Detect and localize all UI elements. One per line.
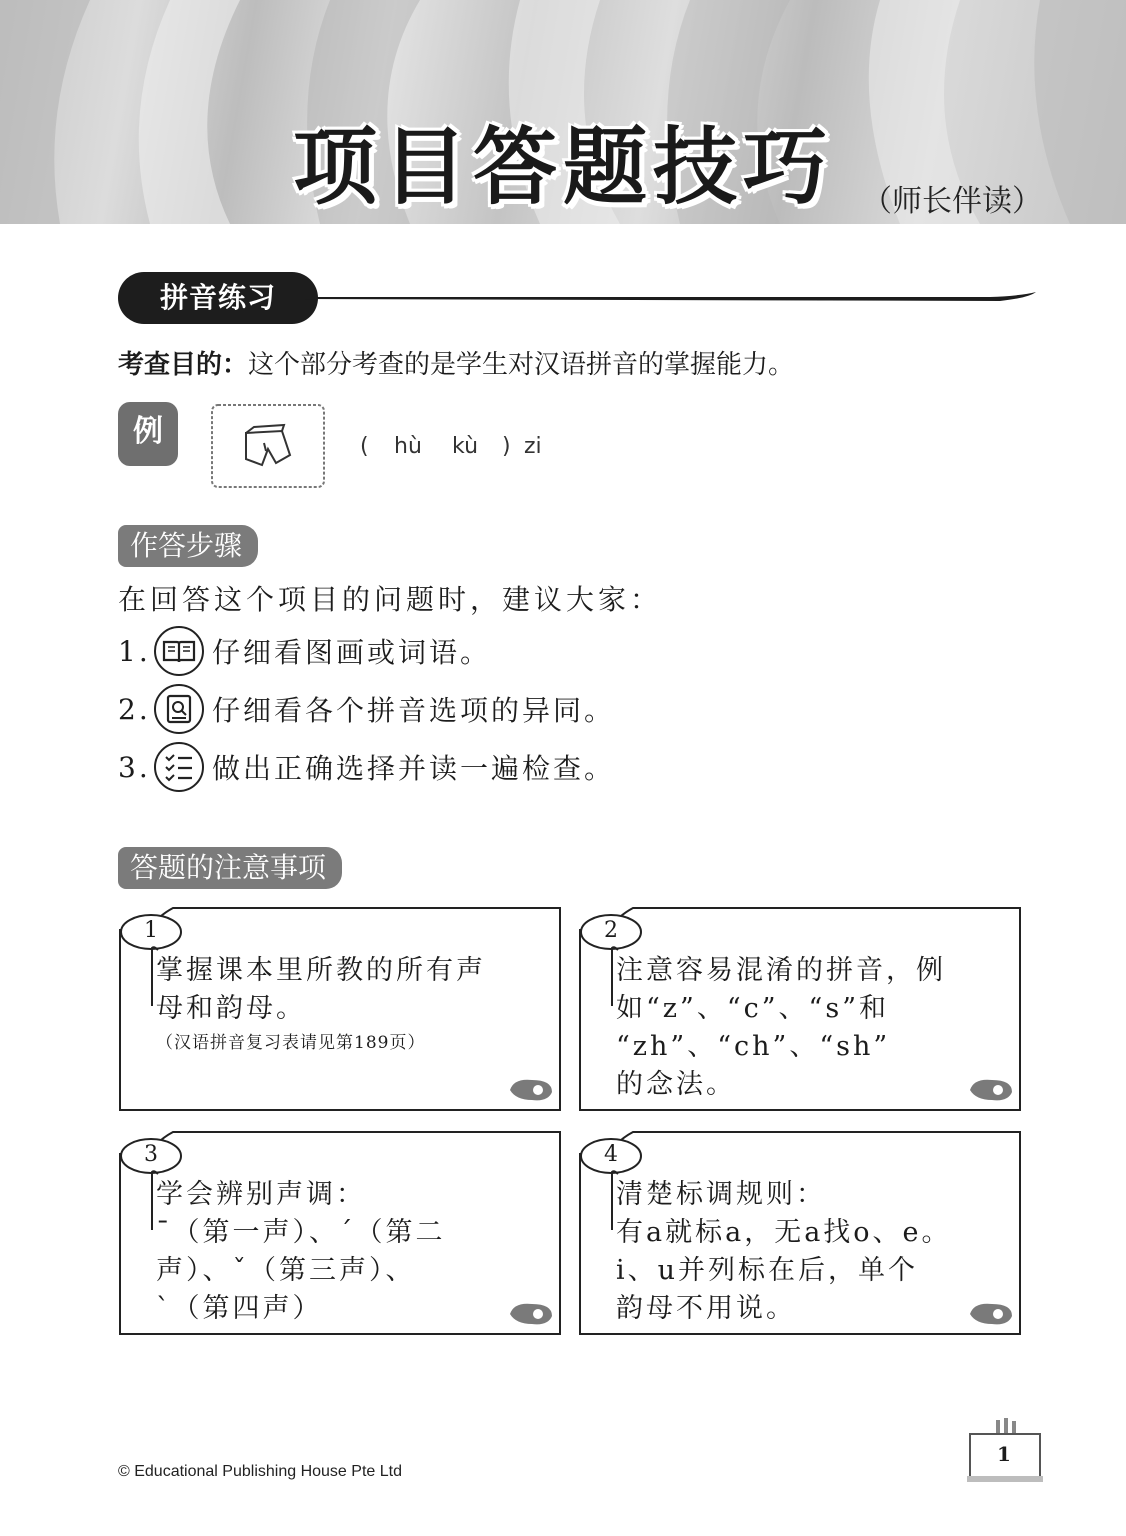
book-icon: [154, 626, 204, 676]
example-picture-frame: [210, 403, 326, 489]
paren-close: ): [502, 434, 511, 459]
card-line: 的念法。: [616, 1069, 736, 1100]
checklist-icon: [154, 742, 204, 792]
magnifier-book-icon: [154, 684, 204, 734]
card-line: 清楚标调规则：: [616, 1179, 826, 1210]
card-number: 3: [144, 1142, 158, 1167]
paren-open: (: [360, 434, 369, 459]
card-text: [616, 952, 1006, 1104]
card-line: ˋ（第四声）: [156, 1293, 323, 1324]
card-text: [156, 952, 546, 1058]
card-line: “zh”、“ch”、“sh”: [616, 1031, 891, 1062]
card-text: [616, 1176, 1006, 1328]
step-text: 做出正确选择并读一遍检查。: [212, 752, 616, 785]
step-text: 仔细看图画或词语。: [212, 636, 492, 669]
card-number: 1: [144, 918, 158, 943]
purpose-text: 这个部分考查的是学生对汉语拼音的掌握能力。: [248, 350, 795, 380]
note-card-4: [578, 1130, 1022, 1336]
step-number: 2.: [118, 692, 151, 726]
step-item: [118, 742, 615, 792]
card-note: （汉语拼音复习表请见第189页）: [156, 1033, 426, 1053]
blob-icon: [968, 1298, 1014, 1328]
syllable-1: hù: [394, 434, 422, 459]
purpose-line: [118, 344, 794, 381]
blob-icon: [508, 1298, 554, 1328]
syllable-2: kù: [452, 434, 479, 459]
page-subtitle: （师长伴读）: [862, 184, 1042, 219]
steps-tag: 作答步骤: [118, 525, 258, 567]
copyright-text: © Educational Publishing House Pte Ltd: [118, 1463, 402, 1480]
note-card-1: [118, 906, 562, 1112]
card-line: 声）、ˇ（第三声）、: [156, 1255, 416, 1286]
page-title: 项目答题技巧: [292, 118, 833, 216]
heading-rule: [300, 292, 1040, 308]
blob-icon: [508, 1074, 554, 1104]
section-heading: 拼音练习: [118, 272, 318, 324]
step-item: [118, 684, 615, 734]
pinyin-suffix: zi: [524, 434, 542, 459]
notes-tag: 答题的注意事项: [118, 847, 342, 889]
card-line: 韵母不用说。: [616, 1293, 796, 1324]
card-line: i、u并列标在后，单个: [616, 1255, 919, 1286]
card-number: 2: [604, 918, 618, 943]
card-line: 注意容易混淆的拼音，例: [616, 955, 946, 986]
steps-intro: 在回答这个项目的问题时，建议大家：: [118, 583, 663, 616]
purpose-label: 考查目的：: [118, 350, 249, 380]
card-line: 学会辨别声调：: [156, 1179, 366, 1210]
card-number: 4: [604, 1142, 618, 1167]
note-card-3: [118, 1130, 562, 1336]
note-card-2: [578, 906, 1022, 1112]
step-item: [118, 626, 491, 676]
card-text: [156, 1176, 546, 1328]
example-badge: 例: [118, 402, 178, 466]
card-line: 有a就标a，无a找o、e。: [616, 1217, 952, 1248]
card-line: ˉ（第一声）、ˊ（第二: [156, 1217, 446, 1248]
page-number: 1: [997, 1442, 1011, 1466]
card-line: 母和韵母。: [156, 993, 306, 1024]
step-number: 1.: [118, 634, 151, 668]
card-line: 掌握课本里所教的所有声: [156, 955, 486, 986]
step-text: 仔细看各个拼音选项的异同。: [212, 694, 616, 727]
step-number: 3.: [118, 750, 151, 784]
example-pinyin: [360, 434, 542, 459]
blob-icon: [968, 1074, 1014, 1104]
card-line: 如“z”、“c”、“s”和: [616, 993, 890, 1024]
